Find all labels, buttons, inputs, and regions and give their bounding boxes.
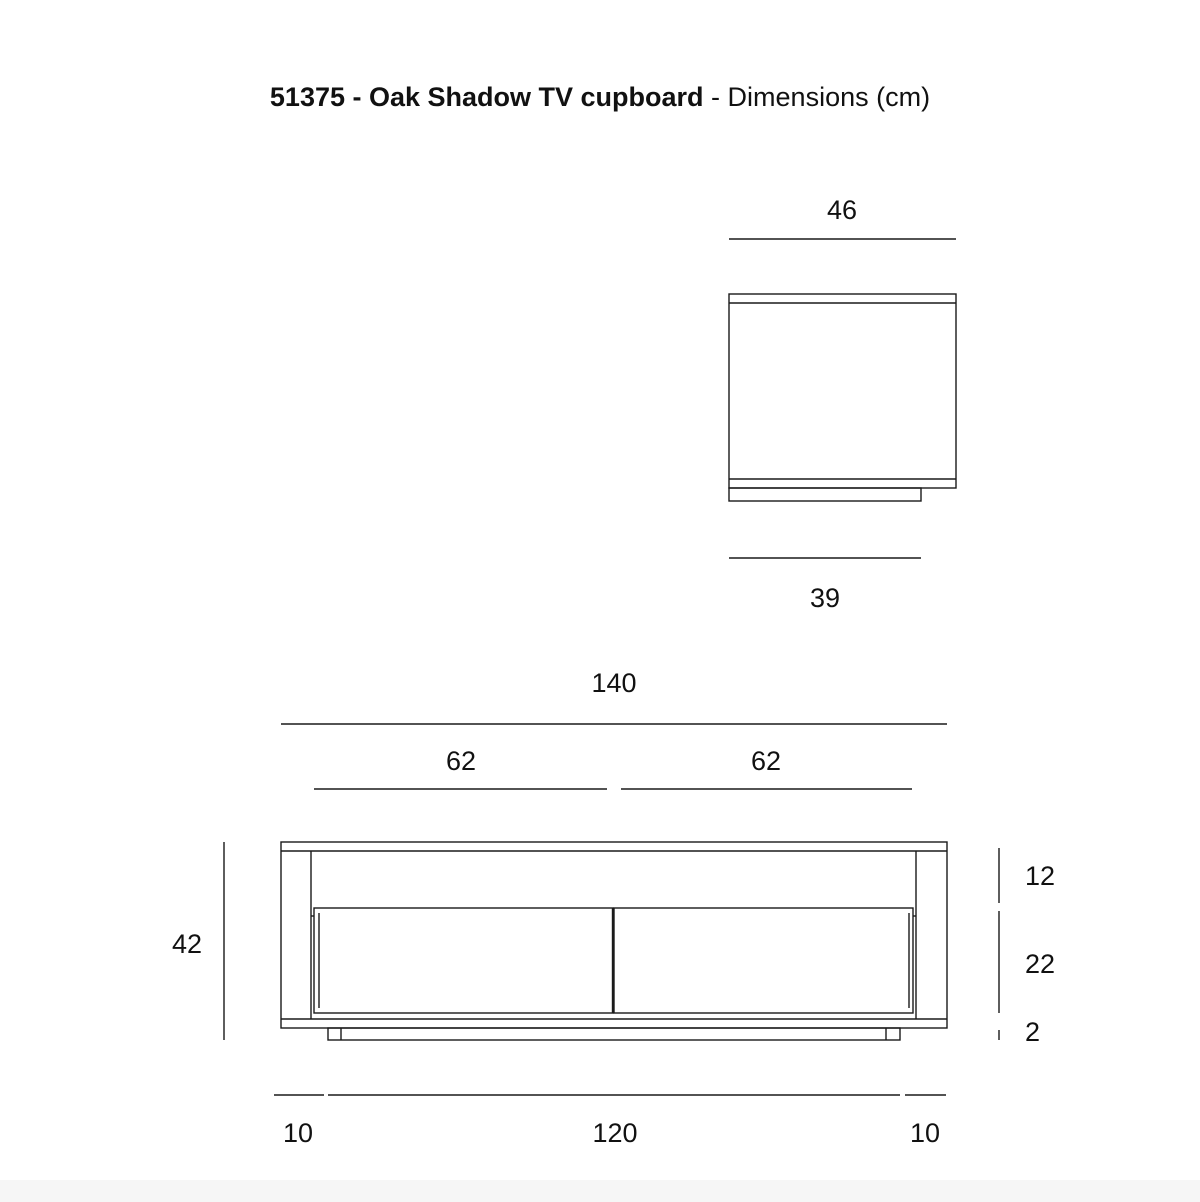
label-plinth-height: 2 (1025, 1017, 1041, 1047)
title-subtitle: Dimensions (cm) (727, 82, 931, 112)
product-name: Oak Shadow TV cupboard (369, 82, 704, 112)
side-view-body (729, 294, 956, 488)
label-depth-top: 46 (826, 195, 858, 225)
title-separator: - (345, 82, 369, 112)
label-left-side: 10 (282, 1118, 314, 1148)
side-view-plinth (729, 488, 921, 501)
label-total-height: 42 (171, 929, 203, 959)
label-right-side: 10 (909, 1118, 941, 1148)
plinth (328, 1028, 900, 1040)
product-code: 51375 (269, 82, 345, 112)
label-drawer-left-width: 62 (445, 746, 477, 776)
drawer-right (614, 908, 913, 1013)
label-total-width: 140 (591, 668, 637, 698)
title-separator-2: - (703, 82, 728, 112)
label-drawer-height: 22 (1025, 949, 1056, 979)
label-drawer-right-width: 62 (750, 746, 782, 776)
side-view (729, 239, 956, 558)
drawer-left (314, 908, 613, 1013)
label-base-width: 120 (592, 1118, 638, 1148)
label-depth-base: 39 (809, 583, 841, 613)
page-footer-band (0, 1180, 1200, 1202)
front-view (224, 724, 999, 1095)
label-top-height: 12 (1025, 861, 1056, 891)
